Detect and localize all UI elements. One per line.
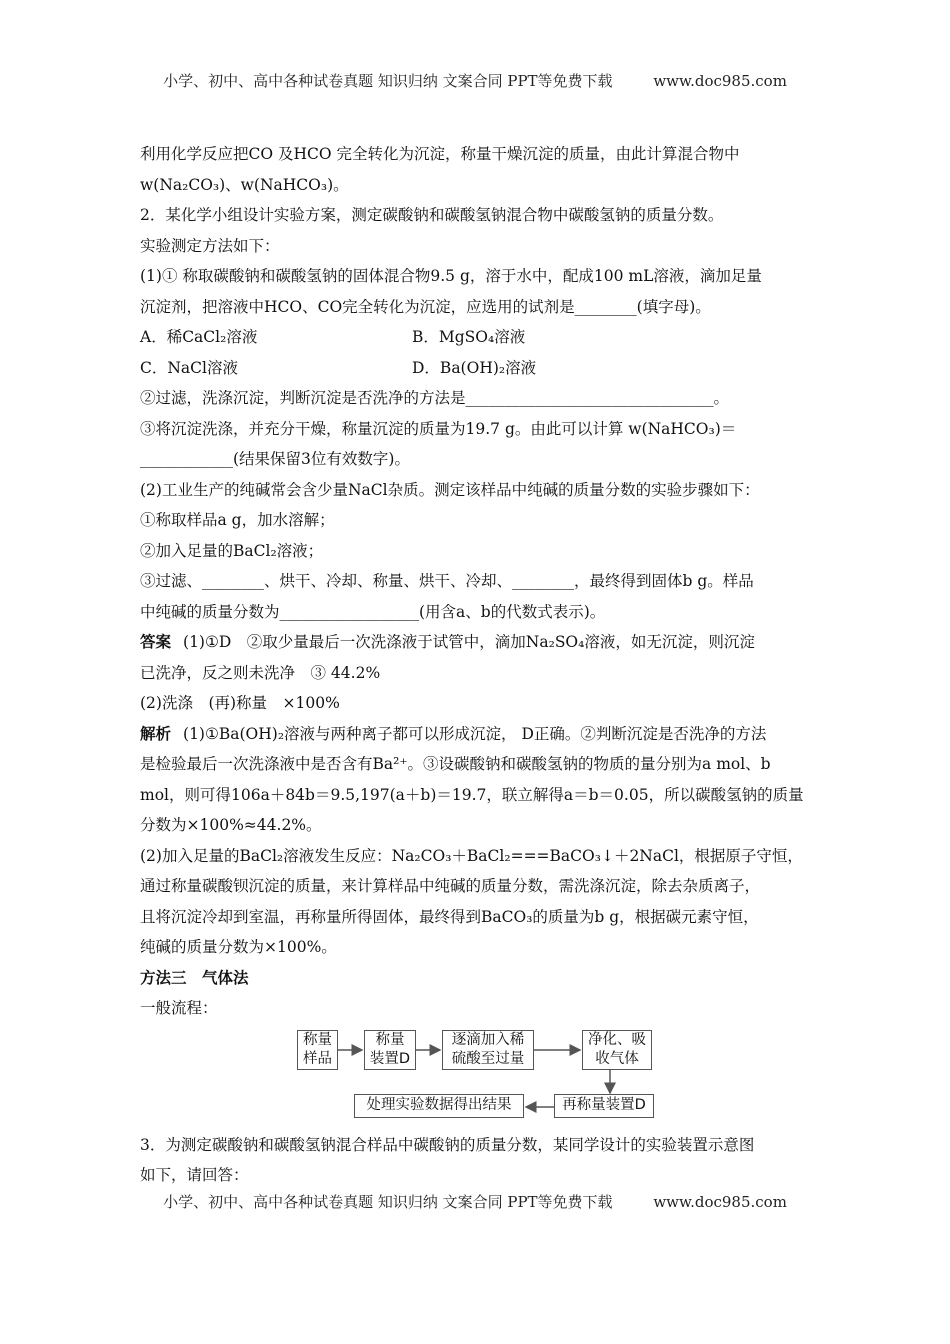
text-line: ②加入足量的BaCl₂溶液； — [140, 541, 324, 560]
text-line: 中纯碱的质量分数为__________________(用含a、b的代数式表示)。 — [140, 602, 606, 621]
text-line: 如下，请回答： — [140, 1166, 249, 1184]
text-line: 一般流程： — [140, 999, 218, 1017]
option-b: B．MgSO₄溶液 — [412, 328, 526, 346]
text-line: mol，则可得106a＋84b＝9.5,197(a＋b)＝19.7，联立解得a＝b＝0.05，所以碳酸氢钠的质量 — [140, 785, 804, 804]
text-line: w(Na₂CO₃)、w(NaHCO₃)。 — [140, 175, 349, 194]
text-line: (2)洗涤 (再)称量 ×100% — [140, 694, 340, 712]
text-line: (1)① 称取碳酸钠和碳酸氢钠的固体混合物9.5 g，溶于水中，配成100 mL溶液，滴加足量 — [140, 267, 762, 285]
text-line: 纯碱的质量分数为×100%。 — [140, 938, 337, 956]
flow-box-process-data — [354, 1094, 524, 1118]
page-footer — [0, 1191, 950, 1212]
text-line: 已洗净，反之则未洗净 ③ 44.2% — [140, 663, 381, 682]
footer-text: 小学、初中、高中各种试卷真题 知识归纳 文案合同 PPT等免费下载 — [163, 1193, 613, 1211]
answer-label: 答案 — [140, 633, 172, 651]
flow-box-text: 称量 — [303, 1031, 332, 1048]
flow-box-text: 称量 — [375, 1031, 405, 1048]
flow-diagram — [140, 1030, 812, 1122]
flow-box-text: 净化、吸 — [588, 1031, 646, 1048]
header-text: 小学、初中、高中各种试卷真题 知识归纳 文案合同 PPT等免费下载 — [163, 72, 613, 90]
text-line: ____________(结果保留3位有效数字)。 — [140, 450, 410, 468]
flow-box-weigh-device-d — [364, 1030, 416, 1070]
flow-box-add-acid — [442, 1030, 534, 1070]
text-line: 利用化学反应把CO 及HCO 完全转化为沉淀，称量干燥沉淀的质量，由此计算混合物中 — [140, 145, 740, 163]
text-line: ③将沉淀洗涤，并充分干燥，称量沉淀的质量为19.7 g。由此可以计算 w(NaHCO₃)＝ — [140, 419, 737, 438]
option-a: A．稀CaCl₂溶液 — [140, 328, 258, 346]
text-line: (2)工业生产的纯碱常会含少量NaCl杂质。测定该样品中纯碱的质量分数的实验步骤如下： — [140, 480, 760, 499]
text-line: ①称取样品a g，加水溶解； — [140, 511, 335, 529]
analysis-label: 解析 — [140, 724, 172, 743]
flow-box-text: 收气体 — [595, 1050, 639, 1067]
flow-box-text: 处理实验数据得出结果 — [366, 1097, 512, 1113]
option-c: C．NaCl溶液 — [140, 358, 238, 377]
text-line: 且将沉淀冷却到室温，再称量所得固体，最终得到BaCO₃的质量为b g，根据碳元素守恒， — [140, 907, 759, 926]
flow-box-text: 装置D — [369, 1050, 411, 1067]
question-2-stem: 2．某化学小组设计实验方案，测定碳酸钠和碳酸氢钠混合物中碳酸氢钠的质量分数。 — [140, 206, 724, 224]
analysis-line — [140, 719, 812, 750]
text-line: ③过滤、________、烘干、冷却、称量、烘干、冷却、________，最终得到固体b g。样品 — [140, 572, 754, 590]
text-line: ②过滤，洗涤沉淀，判断沉淀是否洗净的方法是________________________________。 — [140, 389, 730, 407]
flow-box-reweigh-device-d — [554, 1094, 654, 1118]
flow-box-purify-absorb — [582, 1030, 652, 1070]
options-row-2 — [140, 353, 812, 384]
text-line: 通过称量碳酸钡沉淀的质量，来计算样品中纯碱的质量分数，需洗涤沉淀，除去杂质离子， — [140, 877, 761, 895]
text-line: 实验测定方法如下： — [140, 236, 280, 255]
analysis-text: (1)①Ba(OH)₂溶液与两种离子都可以形成沉淀， D正确。②判断沉淀是否洗净的方法 — [183, 724, 767, 743]
header-website[interactable]: www.doc985.com — [653, 72, 787, 90]
footer-website[interactable]: www.doc985.com — [653, 1193, 787, 1211]
options-row-1 — [140, 322, 812, 353]
option-d: D．Ba(OH)₂溶液 — [412, 358, 537, 377]
answer-text: (1)①D ②取少量最后一次洗涤液于试管中，滴加Na₂SO₄溶液，如无沉淀，则沉淀 — [183, 633, 755, 651]
text-line: 是检验最后一次洗涤液中是否含有Ba²⁺。③设碳酸钠和碳酸氢钠的物质的量分别为a mol、b — [140, 755, 771, 773]
text-line: (2)加入足量的BaCl₂溶液发生反应：Na₂CO₃＋BaCl₂===BaCO₃↓＋2NaCl，根据原子守恒， — [140, 846, 803, 865]
flow-box-text: 硫酸至过量 — [451, 1050, 525, 1067]
section-heading: 方法三 气体法 — [140, 968, 249, 987]
answer-line — [140, 627, 812, 658]
page-header — [0, 70, 950, 91]
flow-box-text: 样品 — [303, 1050, 332, 1067]
question-3-stem: 3．为测定碳酸钠和碳酸氢钠混合样品中碳酸钠的质量分数，某同学设计的实验装置示意图 — [140, 1135, 755, 1154]
text-line: 沉淀剂，把溶液中HCO、CO完全转化为沉淀，应选用的试剂是________(填字母)。 — [140, 297, 711, 316]
flow-box-text: 再称量装置D — [562, 1097, 646, 1113]
flow-box-weigh-sample — [297, 1030, 338, 1070]
text-line: 分数为×100%≈44.2%。 — [140, 816, 322, 834]
document-body — [140, 139, 812, 1191]
flow-box-text: 逐滴加入稀 — [451, 1031, 525, 1048]
